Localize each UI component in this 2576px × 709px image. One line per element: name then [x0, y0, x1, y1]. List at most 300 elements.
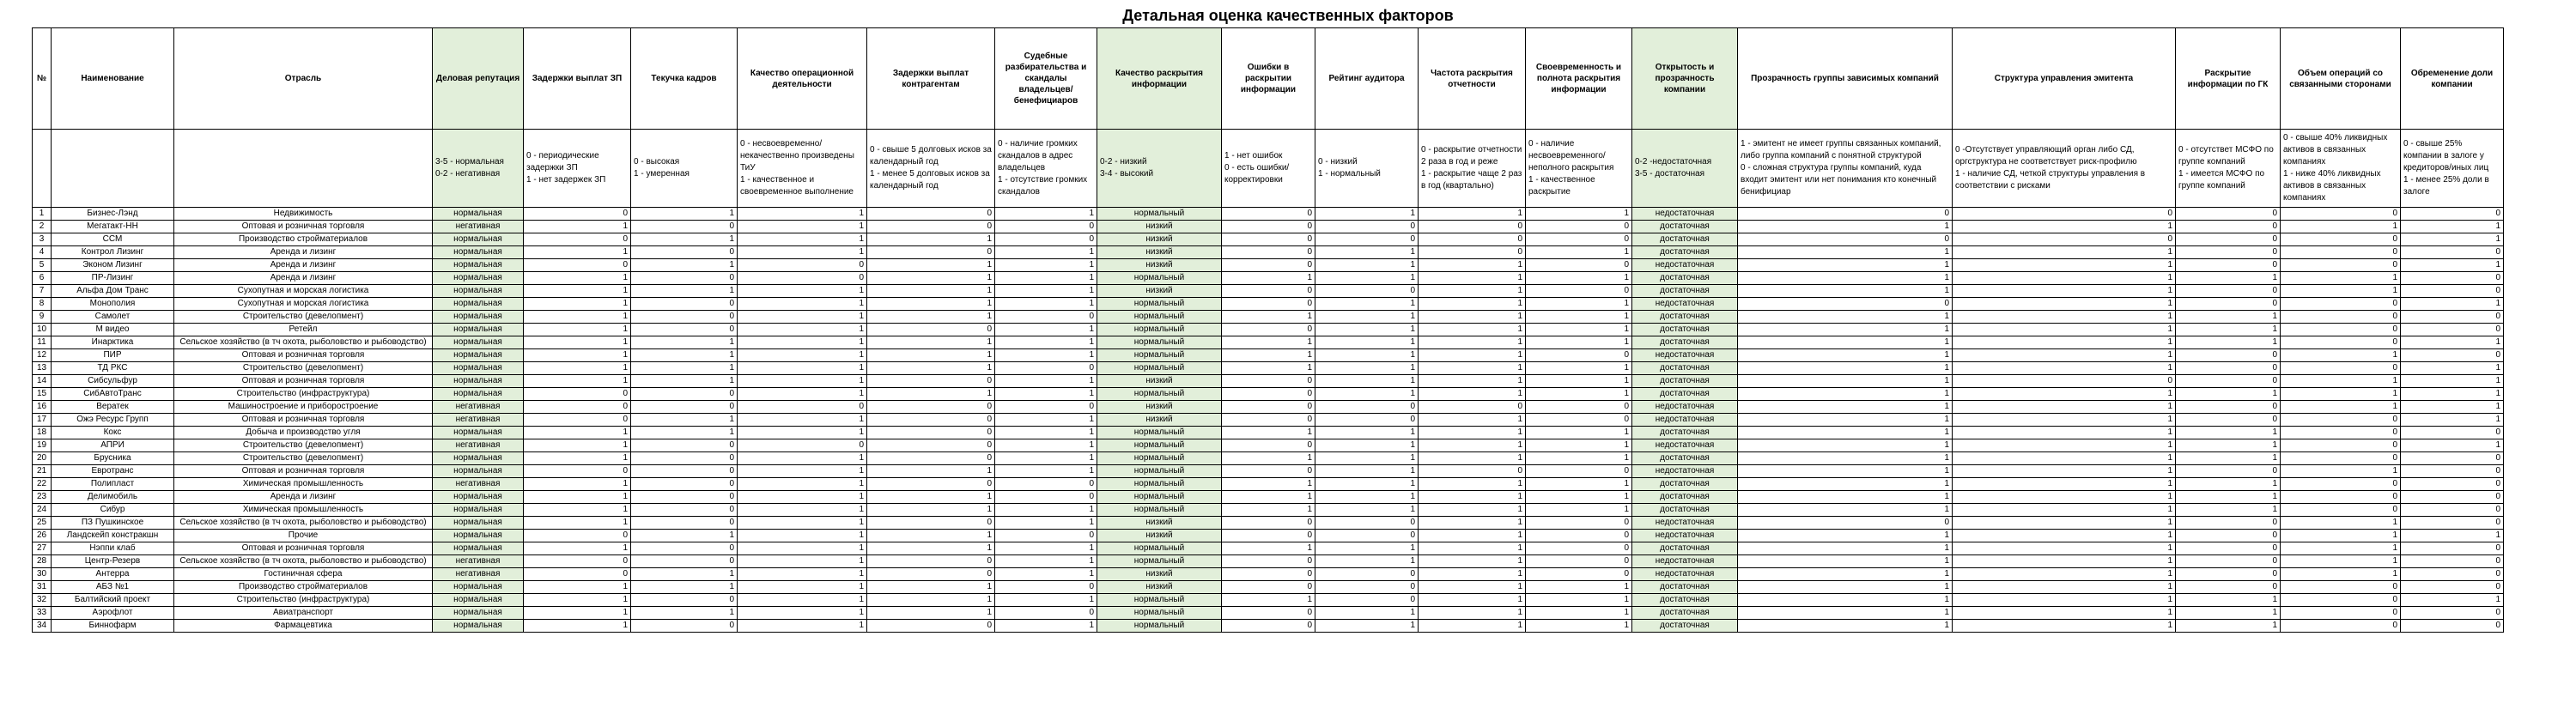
table-cell: 0	[2281, 594, 2401, 607]
table-cell: 1	[2176, 504, 2281, 517]
table-cell: нормальная	[433, 504, 524, 517]
table-cell: 1	[1419, 414, 1526, 427]
table-cell: 1	[2401, 401, 2504, 414]
table-cell: 1	[1222, 491, 1315, 504]
table-cell: 1	[1315, 504, 1419, 517]
table-cell: 1	[738, 620, 867, 633]
table-row	[33, 607, 2504, 620]
table-cell: 1	[1419, 272, 1526, 285]
table-cell: 1	[1526, 607, 1632, 620]
table-cell: 33	[33, 607, 52, 620]
table-cell: 0	[867, 324, 995, 336]
table-cell: 1	[1738, 504, 1953, 517]
table-cell: Кокс	[52, 427, 174, 439]
table-cell: 1	[995, 594, 1097, 607]
table-cell: 13	[33, 362, 52, 375]
table-cell: 0	[1738, 208, 1953, 221]
table-cell: нормальная	[433, 272, 524, 285]
table-cell: 0	[995, 311, 1097, 324]
table-cell: Строительство (инфраструктура)	[174, 594, 433, 607]
table-cell: Центр-Резерв	[52, 555, 174, 568]
table-cell: 0	[1222, 285, 1315, 298]
table-cell: 0	[2401, 581, 2504, 594]
table-cell: 0	[2176, 362, 2281, 375]
table-cell: 0	[867, 517, 995, 530]
table-cell: 0	[867, 246, 995, 259]
table-cell: 0	[1222, 414, 1315, 427]
table-cell: недостаточная	[1632, 465, 1738, 478]
table-cell: 34	[33, 620, 52, 633]
table-cell: 1	[1419, 517, 1526, 530]
table-cell: Ландскейп констракшн	[52, 530, 174, 542]
table-cell: Бизнес-Лэнд	[52, 208, 174, 221]
table-cell: нормальная	[433, 594, 524, 607]
table-row	[33, 246, 2504, 259]
table-cell: 0	[631, 324, 738, 336]
table-cell: 1	[738, 504, 867, 517]
table-body	[33, 130, 2504, 633]
table-cell: 0	[1526, 555, 1632, 568]
table-cell: 1	[1738, 349, 1953, 362]
table-cell: 1	[631, 568, 738, 581]
table-cell: 1	[1738, 478, 1953, 491]
table-cell: Оптовая и розничная торговля	[174, 465, 433, 478]
table-cell: 1	[524, 607, 631, 620]
table-cell: нормальная	[433, 388, 524, 401]
table-cell: 1	[524, 272, 631, 285]
table-cell: 0	[1738, 517, 1953, 530]
table-cell: 1	[1419, 324, 1526, 336]
table-cell: 0	[867, 221, 995, 233]
table-cell: 0	[1315, 530, 1419, 542]
table-cell: 1	[1419, 530, 1526, 542]
table-cell: 1	[1738, 272, 1953, 285]
table-cell: 1	[1953, 504, 2176, 517]
table-cell: низкий	[1097, 246, 1222, 259]
table-cell: 0	[995, 221, 1097, 233]
column-header: Текучка кадров	[631, 28, 738, 130]
table-row	[33, 208, 2504, 221]
table-cell: нормальный	[1097, 452, 1222, 465]
table-cell: 0	[2401, 478, 2504, 491]
table-cell: 1	[1222, 336, 1315, 349]
table-cell: Оптовая и розничная торговля	[174, 221, 433, 233]
table-cell: 0	[2176, 555, 2281, 568]
table-cell: нормальная	[433, 530, 524, 542]
table-cell: 0	[2401, 285, 2504, 298]
table-cell: 1	[738, 414, 867, 427]
table-cell: 0	[1222, 517, 1315, 530]
table-cell: нормальный	[1097, 555, 1222, 568]
column-header: Раскрытие информации по ГК	[2176, 28, 2281, 130]
table-cell: 1	[2281, 568, 2401, 581]
table-cell: 1	[1419, 336, 1526, 349]
table-cell: 0	[2281, 259, 2401, 272]
table-cell: 1	[867, 388, 995, 401]
legend-cell: 0 - периодические задержки ЗП 1 - нет задержек ЗП	[524, 130, 631, 208]
table-cell: 0	[1222, 246, 1315, 259]
table-cell: негативная	[433, 568, 524, 581]
table-cell: 1	[1315, 208, 1419, 221]
table-cell: 0	[2176, 246, 2281, 259]
legend-cell: 0 - раскрытие отчетности 2 раза в год и реже 1 - раскрытие чаще 2 раз в год (квартально)	[1419, 130, 1526, 208]
column-header: Качество раскрытия информации	[1097, 28, 1222, 130]
legend-cell: 0 -Отсутствует управляющий орган либо СД, оргструктура не соответствует риск-профилю 1 - наличие СД, четкой структуры управления в соответствии с рисками	[1953, 130, 2176, 208]
table-row	[33, 542, 2504, 555]
table-cell: 1	[524, 504, 631, 517]
table-cell: 1	[1419, 208, 1526, 221]
table-cell: 1	[1738, 594, 1953, 607]
table-cell: нормальная	[433, 491, 524, 504]
table-cell: Инарктика	[52, 336, 174, 349]
table-cell: нормальная	[433, 336, 524, 349]
table-cell: 1	[1419, 349, 1526, 362]
table-cell: 17	[33, 414, 52, 427]
table-cell: нормальный	[1097, 298, 1222, 311]
table-cell: 1	[1222, 478, 1315, 491]
table-cell: 26	[33, 530, 52, 542]
table-cell: 22	[33, 478, 52, 491]
table-cell: нормальная	[433, 349, 524, 362]
table-cell: 0	[2176, 401, 2281, 414]
table-cell: 0	[524, 208, 631, 221]
table-cell: достаточная	[1632, 491, 1738, 504]
table-cell: нормальный	[1097, 607, 1222, 620]
table-cell: 1	[1738, 324, 1953, 336]
table-cell: достаточная	[1632, 362, 1738, 375]
table-cell: Прочие	[174, 530, 433, 542]
table-row	[33, 233, 2504, 246]
table-cell: 1	[1419, 542, 1526, 555]
table-cell: 1	[738, 427, 867, 439]
table-cell: Сибсульфур	[52, 375, 174, 388]
legend-cell: 3-5 - нормальная 0-2 - негативная	[433, 130, 524, 208]
table-cell: 1	[1222, 362, 1315, 375]
table-cell: 1	[1419, 362, 1526, 375]
table-cell: 1	[738, 581, 867, 594]
table-cell: Оптовая и розничная торговля	[174, 414, 433, 427]
table-cell: 1	[1953, 298, 2176, 311]
table-cell: нормальный	[1097, 388, 1222, 401]
table-cell: низкий	[1097, 375, 1222, 388]
table-cell: 1	[995, 504, 1097, 517]
column-header: Структура управления эмитента	[1953, 28, 2176, 130]
table-cell: 0	[1526, 285, 1632, 298]
table-cell: низкий	[1097, 233, 1222, 246]
table-cell: 1	[631, 349, 738, 362]
column-header: Открытость и прозрачность компании	[1632, 28, 1738, 130]
table-cell: 0	[2401, 324, 2504, 336]
table-cell: 1	[524, 285, 631, 298]
table-cell: ПЗ Пушкинское	[52, 517, 174, 530]
table-cell: 0	[1222, 620, 1315, 633]
table-cell: 1	[631, 414, 738, 427]
table-cell: достаточная	[1632, 246, 1738, 259]
table-cell: Брусника	[52, 452, 174, 465]
table-cell: 1	[1419, 285, 1526, 298]
table-cell: 1	[524, 349, 631, 362]
table-cell: 1	[738, 491, 867, 504]
table-cell: 30	[33, 568, 52, 581]
table-cell: 1	[631, 607, 738, 620]
table-cell: достаточная	[1632, 594, 1738, 607]
table-cell: 1	[2176, 388, 2281, 401]
table-row	[33, 388, 2504, 401]
table-cell: 0	[631, 246, 738, 259]
table-cell: 1	[1953, 324, 2176, 336]
table-cell: 1	[1419, 568, 1526, 581]
table-cell: 5	[33, 259, 52, 272]
table-cell: 1	[524, 581, 631, 594]
table-cell: 1	[738, 478, 867, 491]
table-cell: низкий	[1097, 568, 1222, 581]
table-cell: 0	[631, 478, 738, 491]
table-cell: достаточная	[1632, 607, 1738, 620]
table-cell: 0	[2401, 504, 2504, 517]
table-cell: 1	[738, 208, 867, 221]
table-cell: 0	[2401, 272, 2504, 285]
table-cell: 1	[1222, 504, 1315, 517]
table-cell: 1	[524, 427, 631, 439]
table-cell: 0	[2401, 427, 2504, 439]
table-cell: 1	[524, 439, 631, 452]
table-cell: 1	[2176, 311, 2281, 324]
table-cell: ПИР	[52, 349, 174, 362]
legend-cell: 0 - свыше 40% ликвидных активов в связанных компаниях 1 - ниже 40% ликвидных активов в связанных компаниях	[2281, 130, 2401, 208]
table-cell: 0	[2281, 478, 2401, 491]
table-cell: 0	[2176, 221, 2281, 233]
table-cell: 1	[1419, 620, 1526, 633]
table-cell: 1	[1315, 478, 1419, 491]
table-cell: достаточная	[1632, 620, 1738, 633]
table-cell: 1	[2176, 452, 2281, 465]
legend-cell	[33, 130, 52, 208]
table-cell: 1	[2281, 272, 2401, 285]
table-cell: 1	[1222, 594, 1315, 607]
table-cell: 0	[995, 607, 1097, 620]
column-header: Объем операций со связанными сторонами	[2281, 28, 2401, 130]
table-cell: 1	[995, 246, 1097, 259]
table-cell: 0	[2176, 259, 2281, 272]
table-cell: 1	[867, 362, 995, 375]
table-cell: 0	[2176, 465, 2281, 478]
table-cell: Недвижимость	[174, 208, 433, 221]
table-cell: Гостиничная сфера	[174, 568, 433, 581]
table-cell: 0	[631, 298, 738, 311]
table-cell: недостаточная	[1632, 208, 1738, 221]
table-cell: 1	[1953, 530, 2176, 542]
table-row	[33, 336, 2504, 349]
table-cell: 0	[2176, 375, 2281, 388]
column-header: Отрасль	[174, 28, 433, 130]
table-cell: 0	[1526, 542, 1632, 555]
table-cell: 1	[1953, 607, 2176, 620]
table-cell: 1	[1315, 465, 1419, 478]
table-cell: 1	[1315, 246, 1419, 259]
table-cell: 1	[1738, 285, 1953, 298]
table-cell: 0	[867, 414, 995, 427]
table-cell: 0	[524, 414, 631, 427]
table-cell: достаточная	[1632, 221, 1738, 233]
table-cell: 0	[1315, 517, 1419, 530]
table-cell: 0	[2176, 530, 2281, 542]
table-cell: 1	[524, 452, 631, 465]
table-cell: 18	[33, 427, 52, 439]
table-cell: 0	[524, 465, 631, 478]
table-cell: 1	[1315, 259, 1419, 272]
table-cell: низкий	[1097, 221, 1222, 233]
table-cell: 31	[33, 581, 52, 594]
table-cell: негативная	[433, 414, 524, 427]
table-cell: 1	[2176, 324, 2281, 336]
table-cell: 1	[1526, 272, 1632, 285]
table-cell: 1	[867, 336, 995, 349]
table-cell: 1	[1953, 517, 2176, 530]
table-cell: 1	[1315, 607, 1419, 620]
table-cell: нормальный	[1097, 478, 1222, 491]
table-cell: 0	[995, 491, 1097, 504]
table-cell: 0	[1526, 414, 1632, 427]
table-cell: Контрол Лизинг	[52, 246, 174, 259]
table-cell: 1	[995, 465, 1097, 478]
table-cell: Сельское хозяйство (в тч охота, рыболовство и рыбоводство)	[174, 517, 433, 530]
table-row	[33, 594, 2504, 607]
table-cell: 1	[1738, 221, 1953, 233]
table-cell: Сельское хозяйство (в тч охота, рыболовство и рыбоводство)	[174, 555, 433, 568]
table-cell: 1	[867, 491, 995, 504]
table-cell: 0	[631, 465, 738, 478]
header-row	[33, 28, 2504, 130]
table-cell: нормальная	[433, 375, 524, 388]
table-cell: Делимобиль	[52, 491, 174, 504]
table-cell: 0	[524, 401, 631, 414]
legend-cell: 0 - высокая 1 - умеренная	[631, 130, 738, 208]
table-cell: нормальная	[433, 362, 524, 375]
table-cell: 1	[867, 259, 995, 272]
table-cell: 1	[631, 233, 738, 246]
column-header: Задержки выплат контрагентам	[867, 28, 995, 130]
table-row	[33, 620, 2504, 633]
table-cell: 24	[33, 504, 52, 517]
table-cell: 1	[1526, 208, 1632, 221]
table-cell: нормальная	[433, 324, 524, 336]
table-cell: 0	[2281, 414, 2401, 427]
legend-row	[33, 130, 2504, 208]
table-cell: 1	[1315, 491, 1419, 504]
table-cell: нормальный	[1097, 311, 1222, 324]
table-cell: нормальный	[1097, 324, 1222, 336]
table-cell: 14	[33, 375, 52, 388]
table-cell: 0	[1315, 594, 1419, 607]
table-cell: 1	[1526, 594, 1632, 607]
table-cell: 0	[1222, 530, 1315, 542]
table-cell: 1	[2401, 594, 2504, 607]
table-cell: 1	[1738, 246, 1953, 259]
table-cell: низкий	[1097, 517, 1222, 530]
legend-cell: 0-2 -недостаточная 3-5 - достаточная	[1632, 130, 1738, 208]
table-cell: Добыча и производство угля	[174, 427, 433, 439]
table-cell: 0	[867, 555, 995, 568]
table-cell: 1	[1315, 439, 1419, 452]
table-cell: 1	[2281, 530, 2401, 542]
table-cell: 0	[1222, 324, 1315, 336]
table-cell: низкий	[1097, 530, 1222, 542]
table-cell: 1	[1222, 452, 1315, 465]
table-row	[33, 465, 2504, 478]
table-cell: 0	[1526, 465, 1632, 478]
table-cell: 1	[1526, 620, 1632, 633]
table-cell: недостаточная	[1632, 349, 1738, 362]
table-cell: 1	[738, 336, 867, 349]
table-cell: недостаточная	[1632, 439, 1738, 452]
table-cell: 0	[2401, 517, 2504, 530]
table-cell: 0	[631, 221, 738, 233]
column-header: Судебные разбирательства и скандалы владельцев/ бенефициаров	[995, 28, 1097, 130]
table-cell: Евротранс	[52, 465, 174, 478]
table-cell: СибАвтоТранс	[52, 388, 174, 401]
table-cell: 1	[1315, 272, 1419, 285]
table-cell: 0	[2176, 414, 2281, 427]
table-cell: 1	[524, 362, 631, 375]
table-cell: 1	[1738, 336, 1953, 349]
table-cell: 1	[1419, 491, 1526, 504]
table-cell: 1	[524, 594, 631, 607]
table-cell: 0	[631, 388, 738, 401]
table-cell: недостаточная	[1632, 401, 1738, 414]
legend-cell: 0-2 - низкий 3-4 - высокий	[1097, 130, 1222, 208]
table-cell: Мегатакт-НН	[52, 221, 174, 233]
table-cell: 0	[2401, 465, 2504, 478]
table-cell: 1	[995, 336, 1097, 349]
table-cell: 0	[2281, 620, 2401, 633]
table-row	[33, 478, 2504, 491]
table-cell: 1	[1953, 465, 2176, 478]
table-cell: Монополия	[52, 298, 174, 311]
table-cell: Ожэ Ресурс Групп	[52, 414, 174, 427]
table-cell: 0	[1953, 233, 2176, 246]
table-cell: 1	[1315, 349, 1419, 362]
table-cell: 1	[2281, 542, 2401, 555]
table-cell: 1	[1526, 362, 1632, 375]
table-row	[33, 414, 2504, 427]
table-cell: 0	[2401, 542, 2504, 555]
table-cell: недостаточная	[1632, 555, 1738, 568]
table-cell: 0	[2176, 542, 2281, 555]
table-cell: 1	[1953, 388, 2176, 401]
table-cell: Оптовая и розничная торговля	[174, 375, 433, 388]
table-cell: 0	[2176, 581, 2281, 594]
table-cell: 1	[1526, 324, 1632, 336]
table-cell: 1	[738, 375, 867, 388]
table-cell: Самолет	[52, 311, 174, 324]
table-cell: 1	[2281, 555, 2401, 568]
table-cell: Оптовая и розничная торговля	[174, 542, 433, 555]
table-cell: 1	[1419, 259, 1526, 272]
table-cell: 1	[1738, 414, 1953, 427]
table-cell: нормальный	[1097, 272, 1222, 285]
table-cell: 1	[2401, 439, 2504, 452]
table-cell: 1	[1315, 427, 1419, 439]
table-row	[33, 401, 2504, 414]
table-cell: 0	[2401, 491, 2504, 504]
table-cell: 0	[1526, 568, 1632, 581]
table-cell: 1	[1738, 452, 1953, 465]
table-cell: 1	[1315, 298, 1419, 311]
table-cell: 1	[2281, 349, 2401, 362]
table-cell: Строительство (девелопмент)	[174, 311, 433, 324]
table-cell: 0	[2176, 517, 2281, 530]
table-cell: 1	[1953, 362, 2176, 375]
